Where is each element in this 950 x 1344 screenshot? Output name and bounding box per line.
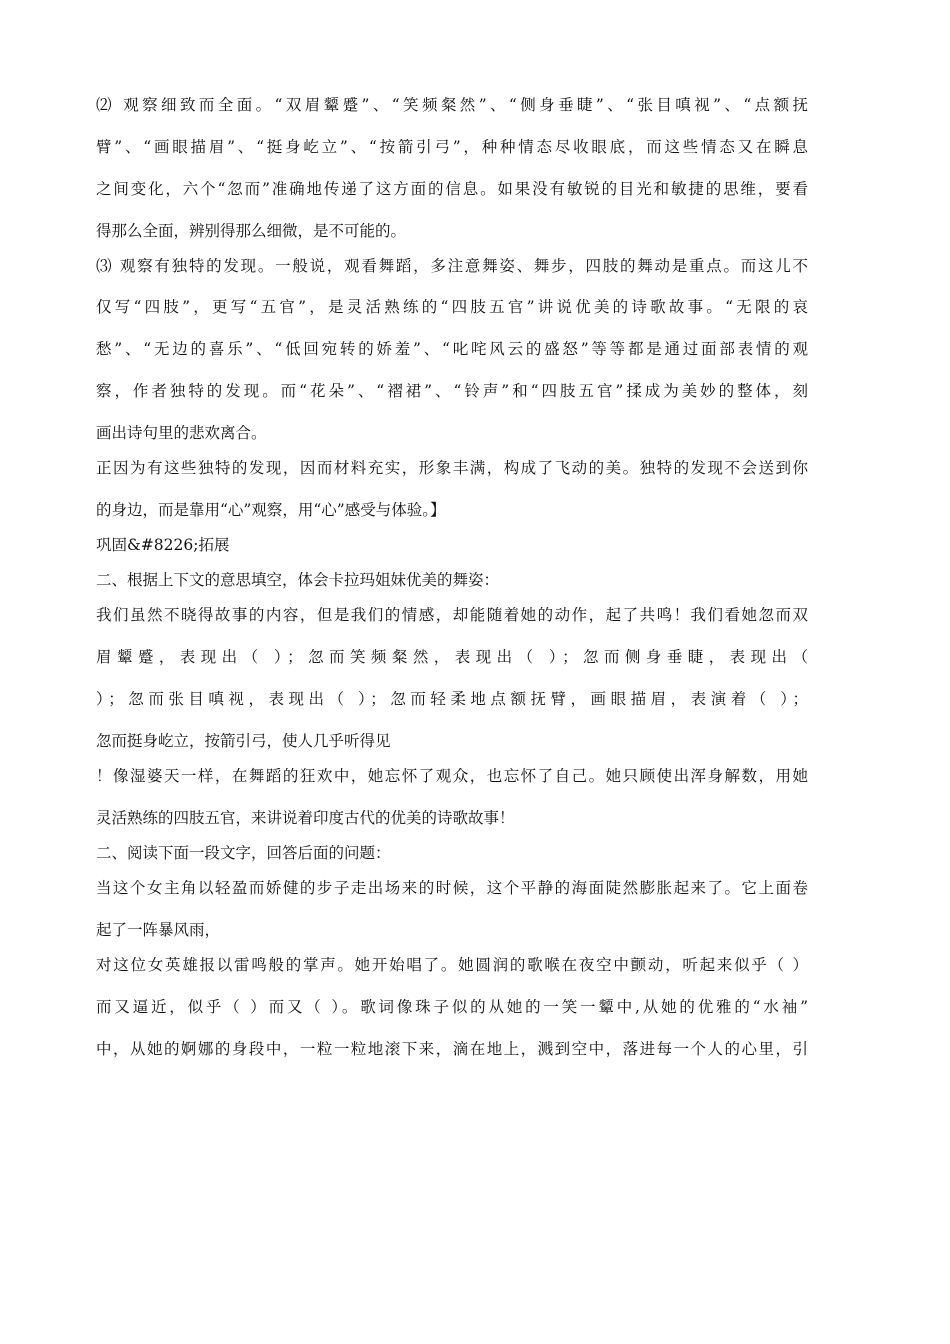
text-line: 当这个女主角以轻盈而娇健的步子走出场来的时候，这个平静的海面陡然膨胀起来了。它上面卷 [96,879,808,897]
text-line: 之间变化，六个“忽而”准确地传递了这方面的信息。如果没有敏锐的目光和敏捷的思维，要看 [96,180,808,198]
text-line: ⑶ 观察有独特的发现。一般说，观看舞蹈，多注意舞姿、舞步，四肢的舞动是重点。而这儿不 [96,257,808,275]
text-line: 愁”、“无边的喜乐”、“低回宛转的娇羞”、“叱咤风云的盛怒”等等都是通过面部表情的观 [96,340,808,358]
text-line: ⑵ 观察细致而全面。“双眉颦蹙”、“笑频粲然”、“侧身垂睫”、“张目嗔视”、“点额抚 [96,96,808,114]
text-line: 正因为有这些独特的发现，因而材料充实，形象丰满，构成了飞动的美。独特的发现不会送到你 [96,459,808,477]
text-line: 察，作者独特的发现。而“花朵”、“褶裙”、“铃声”和“四肢五官”揉成为美妙的整体，刻 [96,382,808,400]
text-line: 得那么全面，辨别得那么细微，是不可能的。 [96,222,407,240]
section-heading: 巩固&#8226;拓展 [96,536,230,554]
text-line: 我们虽然不晓得故事的内容，但是我们的情感，却能随着她的动作，起了共鸣！我们看她忽而双 [96,606,808,624]
text-line: 的身边，而是靠用“心”观察，用“心”感受与体验。】 [96,501,446,519]
text-line: 臂”、“画眼描眉”、“挺身屹立”、“按箭引弓”，种种情态尽收眼底，而这些情态又在瞬息 [96,138,808,156]
text-line: ！像湿婆天一样，在舞蹈的狂欢中，她忘怀了观众，也忘怀了自己。她只顾使出浑身解数，用她 [96,767,808,785]
text-line: 对这位女英雄报以雷鸣般的掌声。她开始唱了。她圆润的歌喉在夜空中颤动，听起来似乎（ ） [96,956,808,974]
text-line: 灵活熟练的四肢五官，来讲说着印度古代的优美的诗歌故事！ [96,809,515,827]
section-heading: 二、根据上下文的意思填空，体会卡拉玛姐妹优美的舞姿： [96,571,500,589]
text-line: 仅写“四肢”，更写“五官”，是灵活熟练的“四肢五官”讲说优美的诗歌故事。“无限的哀 [96,298,808,316]
text-line: 眉颦蹙，表现出（ ）；忽而笑频粲然，表现出（ ）；忽而侧身垂睫，表现出（ [96,648,808,666]
text-line: 而又逼近，似乎（ ）而又（ ）。歌词像珠子似的从她的一笑一颦中,从她的优雅的“水袖” [96,998,808,1016]
text-line: 起了一阵暴风雨， [96,921,221,939]
text-line: 忽而挺身屹立，按箭引弓，使人几乎听得见 [96,732,391,750]
text-line: 中，从她的婀娜的身段中，一粒一粒地滚下来，滴在地上，溅到空中，落进每一个人的心里，引 [96,1040,808,1058]
text-line: 画出诗句里的悲欢离合。 [96,424,267,442]
section-heading: 二、阅读下面一段文字，回答后面的问题： [96,844,391,862]
text-line: ）；忽而张目嗔视，表现出（ ）；忽而轻柔地点额抚臂，画眼描眉，表演着（ ）； [96,690,808,708]
